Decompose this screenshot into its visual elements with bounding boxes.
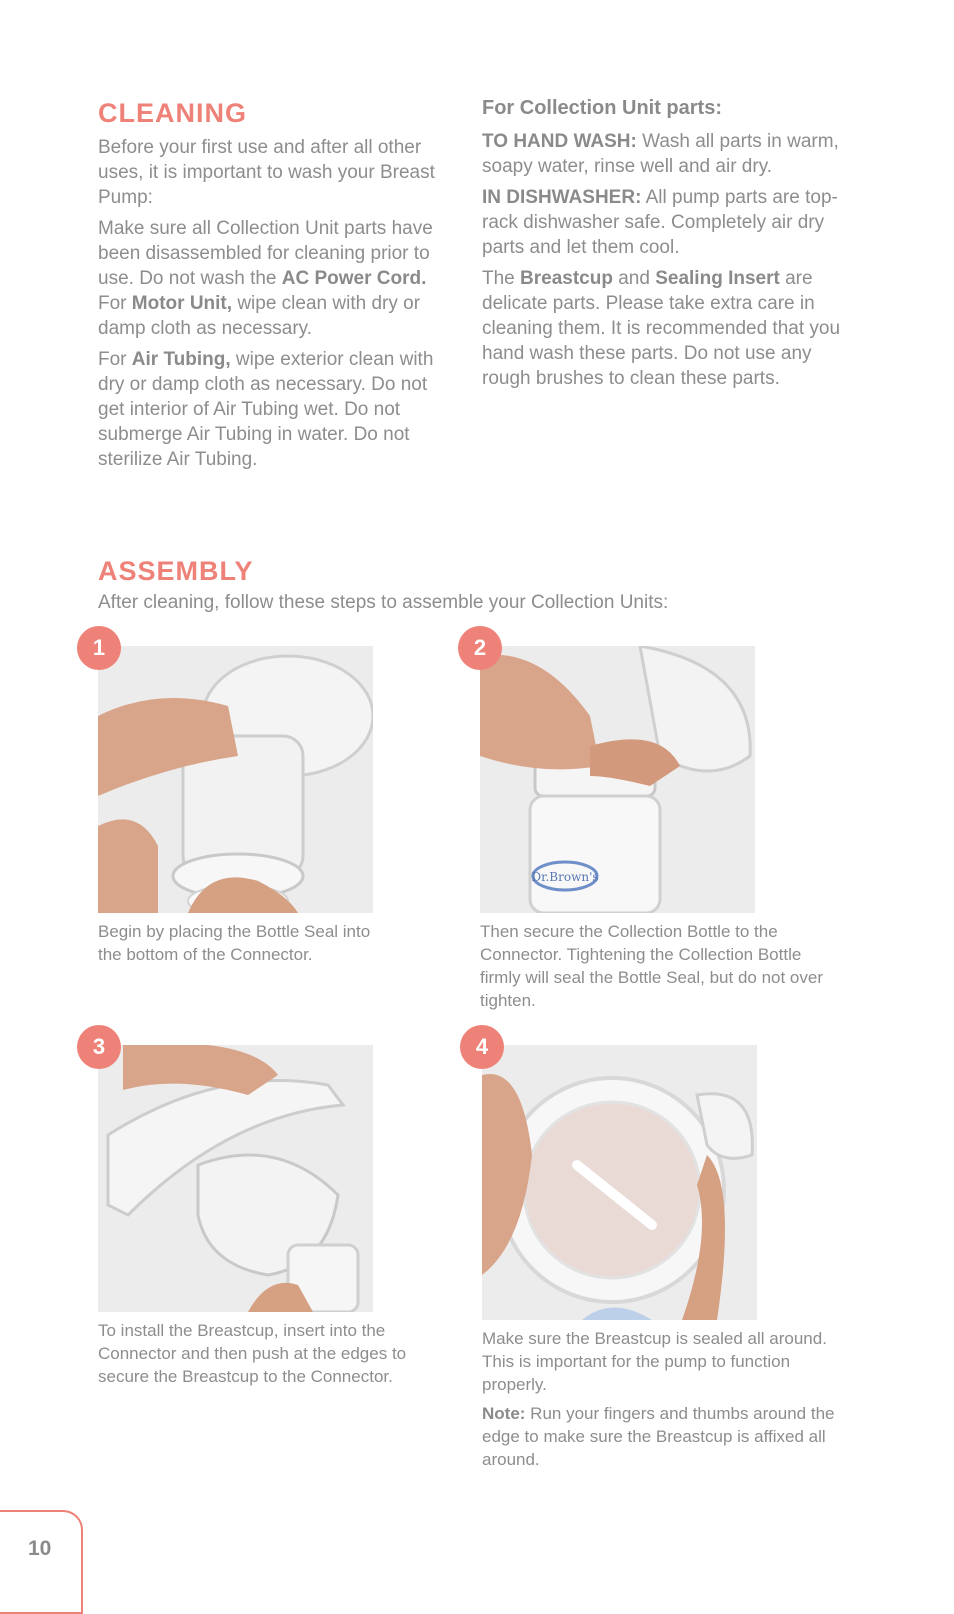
cleaning-heading: CLEANING: [98, 98, 247, 128]
text-run: Make sure all Collection Unit parts have been disassembled for cleaning prior to use. Do not wash the: [98, 218, 433, 289]
step-4-badge: 4: [460, 1025, 504, 1069]
text-run: Then secure the Collection Bottle to the Connector. Tightening the Collection Bottle firmly will seal the Bottle Seal, but do not over tighten.: [480, 922, 823, 1010]
text-run: To install the Breastcup, insert into the Connector and then push at the edges to secure the Breastcup to the Connector.: [98, 1321, 407, 1386]
step-2-photo: [480, 646, 755, 913]
bold-text-run: TO HAND WASH:: [482, 131, 637, 152]
delicate-parts-paragraph: [482, 266, 844, 391]
text-run: Make sure the Breastcup is sealed all around. This is important for the pump to function properly.: [482, 1329, 827, 1394]
bold-text-run: Note:: [482, 1404, 526, 1423]
bold-text-run: Sealing Insert: [655, 268, 780, 289]
text-run: For: [98, 349, 132, 370]
assembly-intro: After cleaning, follow these steps to assemble your Collection Units:: [98, 592, 669, 613]
cleaning-paragraph: [98, 216, 454, 341]
text-run: wipe exterior clean with dry or damp cloth as necessary. Do not get interior of Air Tubing wet. Do not submerge Air Tubing in water. Do not sterilize Air Tubing.: [98, 349, 434, 470]
step-note-text: [482, 1402, 842, 1471]
text-run: Begin by placing the Bottle Seal into the bottom of the Connector.: [98, 922, 371, 964]
dishwasher-paragraph: [482, 185, 844, 260]
bold-text-run: AC Power Cord.: [281, 268, 427, 289]
bold-text-run: Motor Unit,: [131, 293, 233, 314]
step-4-caption: [482, 1327, 842, 1477]
text-run: Before your first use and after all other uses, it is important to wash your Breast Pump:: [98, 137, 435, 208]
text-run: and: [612, 268, 656, 289]
text-run: Run your fingers and thumbs around the edge to make sure the Breastcup is affixed all around.: [482, 1404, 835, 1469]
step-2-badge: 2: [458, 626, 502, 670]
text-run: All pump parts are top-rack dishwasher safe. Completely air dry parts and let them cool.: [482, 187, 838, 258]
hand-wash-paragraph: [482, 129, 844, 179]
text-run: Wash all parts in warm, soapy water, rinse well and air dry.: [482, 131, 839, 177]
assembly-heading: ASSEMBLY: [98, 556, 254, 586]
step-3-badge: 3: [77, 1025, 121, 1069]
text-run: The: [482, 268, 521, 289]
collection-body: [482, 129, 844, 397]
step-caption-text: [482, 1327, 842, 1396]
step-1-photo: [98, 646, 373, 913]
step-2-caption: [480, 920, 840, 1018]
text-run: For: [98, 293, 132, 314]
step-1-caption: [98, 920, 398, 972]
step-caption-text: [98, 1319, 458, 1388]
cleaning-paragraph: [98, 347, 454, 472]
step-3-photo: [98, 1045, 373, 1312]
cleaning-paragraph: [98, 135, 454, 210]
text-run: wipe clean with dry or damp cloth as necessary.: [98, 293, 421, 339]
bold-text-run: Air Tubing,: [131, 349, 231, 370]
cleaning-body: [98, 135, 454, 478]
step-4-photo: [482, 1045, 757, 1320]
bottle-brand-label: Dr.Brown's: [531, 870, 599, 884]
text-run: are delicate parts. Please take extra care in cleaning them. It is recommended that you hand wash these parts. Do not use any rough brushes to clean these parts.: [482, 268, 841, 389]
step-1-badge: 1: [77, 626, 121, 670]
step-caption-text: [98, 920, 398, 966]
bold-text-run: IN DISHWASHER:: [482, 187, 642, 208]
page-number: 10: [28, 1537, 52, 1560]
collection-subheading: For Collection Unit parts:: [482, 97, 722, 119]
step-3-caption: [98, 1319, 458, 1394]
step-caption-text: [480, 920, 840, 1012]
page-number-tab: [0, 1510, 83, 1614]
bold-text-run: Breastcup: [520, 268, 613, 289]
